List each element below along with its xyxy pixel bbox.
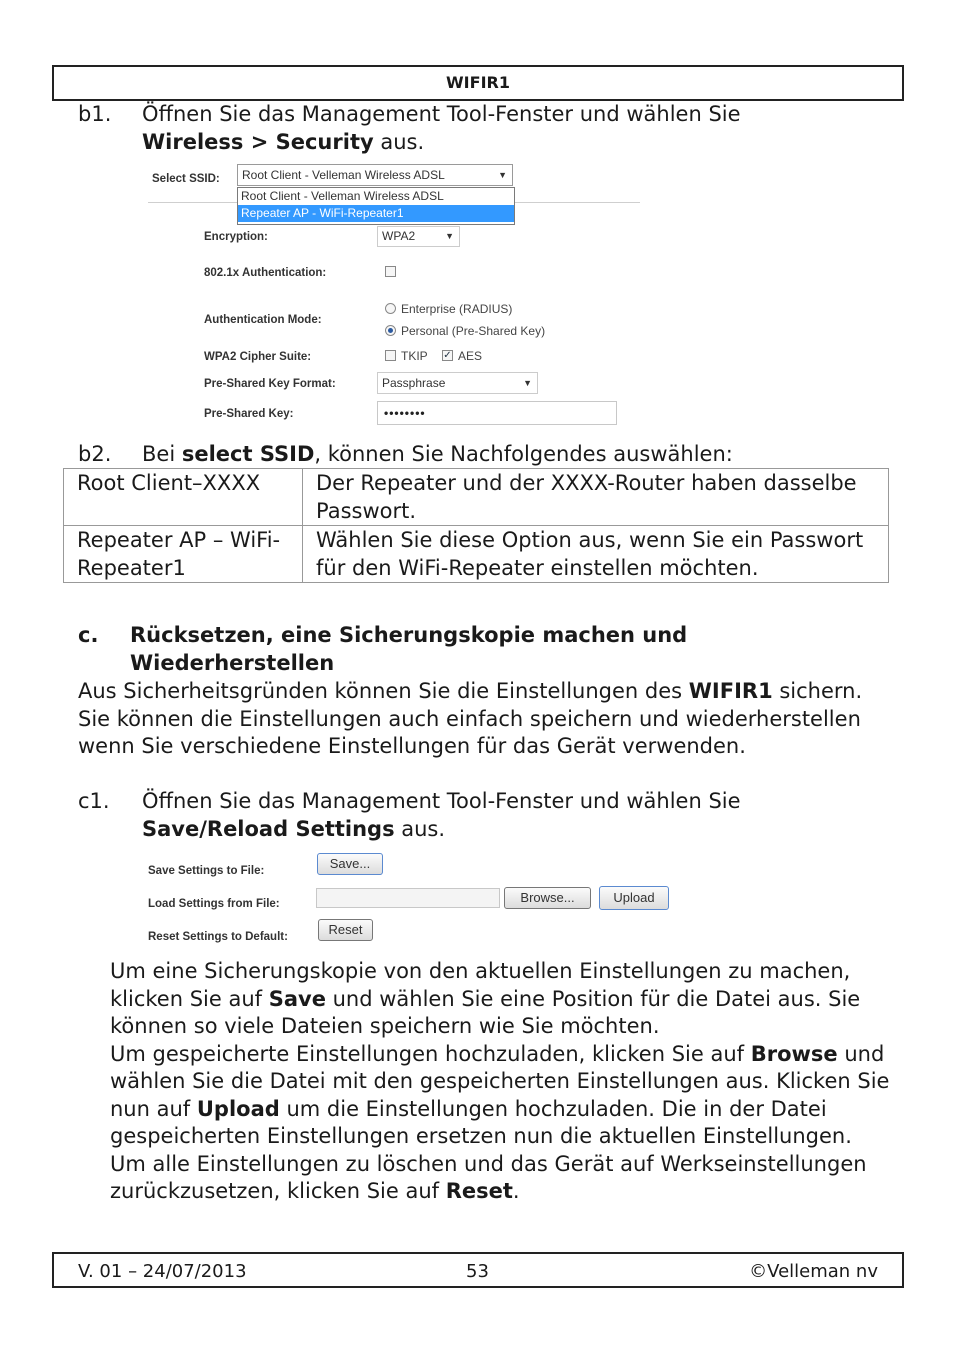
step-line: Öffnen Sie das Management Tool-Fenster und wählen Sie bbox=[142, 789, 741, 813]
file-path-input[interactable] bbox=[316, 888, 500, 908]
upload-button[interactable]: Upload bbox=[599, 886, 669, 910]
instruction-save bbox=[110, 958, 890, 1041]
security-settings-screenshot bbox=[148, 160, 648, 430]
chevron-down-icon: ▼ bbox=[445, 231, 454, 241]
menu-path: Save/Reload Settings bbox=[142, 816, 395, 841]
psk-format-label: Pre-Shared Key Format: bbox=[204, 378, 336, 390]
text-span: um die Einstellungen hochzuladen. Die in der Datei gespeicherten Einstellungen ersetzen nun die aktuellen Einstellungen. bbox=[110, 1096, 852, 1148]
table-cell-description: Wählen Sie diese Option aus, wenn Sie ein Passwort für den WiFi-Repeater einstellen möchten. bbox=[303, 526, 889, 583]
tkip-checkbox[interactable] bbox=[385, 350, 396, 361]
table-cell-description: Der Repeater und der XXXX-Router haben dasselbe Passwort. bbox=[303, 469, 889, 526]
page-header bbox=[52, 65, 904, 101]
text-span: Um alle Einstellungen zu löschen und das Gerät auf Werkseinstellungen zurückzusetzen, klicken Sie auf bbox=[110, 1151, 867, 1203]
save-button[interactable]: Save... bbox=[317, 853, 383, 875]
step-number: c1. bbox=[78, 789, 110, 813]
encryption-value: WPA2 bbox=[382, 229, 416, 243]
auth-8021x-checkbox[interactable] bbox=[385, 266, 396, 277]
footer-version: V. 01 – 24/07/2013 bbox=[78, 1261, 247, 1282]
product-name: WIFIR1 bbox=[688, 679, 773, 703]
aes-label: AES bbox=[458, 349, 483, 363]
chevron-down-icon: ▼ bbox=[523, 378, 532, 388]
enterprise-radio-label: Enterprise (RADIUS) bbox=[401, 302, 513, 316]
reset-button[interactable]: Reset bbox=[318, 919, 373, 941]
section-number: c. bbox=[78, 623, 99, 647]
aes-checkbox[interactable]: ✓ bbox=[443, 350, 452, 361]
step-text bbox=[142, 441, 733, 469]
personal-radio[interactable] bbox=[385, 325, 396, 336]
step-number: b2. bbox=[78, 442, 112, 466]
encryption-label: Encryption: bbox=[204, 231, 268, 243]
cipher-suite-label: WPA2 Cipher Suite: bbox=[204, 351, 312, 363]
step-rest: aus. bbox=[373, 129, 425, 154]
save-settings-label: Save Settings to File: bbox=[148, 865, 265, 877]
text-span: Um eine Sicherungskopie von den aktuellen Einstellungen zu machen, klicken Sie auf bbox=[110, 959, 851, 1011]
select-ssid-dropdown[interactable] bbox=[237, 164, 513, 186]
page-number: 53 bbox=[466, 1261, 489, 1282]
select-ssid-term: select SSID bbox=[181, 442, 315, 466]
select-ssid-value: Root Client - Velleman Wireless ADSL bbox=[242, 168, 445, 182]
reset-settings-label: Reset Settings to Default: bbox=[148, 931, 288, 943]
browse-button[interactable]: Browse... bbox=[504, 887, 591, 909]
encryption-select[interactable] bbox=[377, 226, 460, 247]
ssid-option-root-client[interactable]: Root Client - Velleman Wireless ADSL bbox=[241, 189, 444, 203]
browse-term: Browse bbox=[750, 1041, 838, 1066]
text-span: und wählen Sie eine Position für die Datei aus. Sie können so viele Dateien speichern wie Sie möchten. bbox=[110, 986, 861, 1038]
section-title: Rücksetzen, eine Sicherungskopie machen und Wiederherstellen bbox=[130, 623, 688, 675]
table-cell-option: Root Client–XXXX bbox=[64, 469, 303, 526]
tkip-label: TKIP bbox=[401, 349, 428, 363]
psk-label: Pre-Shared Key: bbox=[204, 408, 294, 420]
step-rest: aus. bbox=[394, 816, 446, 841]
intro-pre: Aus Sicherheitsgründen können Sie die Einstellungen des bbox=[78, 679, 689, 703]
step-number: b1. bbox=[78, 102, 112, 126]
text-span: und wählen Sie die Datei mit den gespeicherten Einstellungen aus. Klicken Sie nun auf bbox=[110, 1041, 890, 1121]
select-ssid-label: Select SSID: bbox=[152, 173, 220, 185]
save-reload-screenshot bbox=[146, 848, 686, 948]
table-row bbox=[64, 526, 889, 583]
psk-input[interactable]: •••••••• bbox=[377, 401, 617, 425]
footer-copyright: ©Velleman nv bbox=[749, 1261, 878, 1282]
intro-rest: sichern. Sie können die Einstellungen auch einfach speichern und wiederherstellen wenn Sie verschiedene Einstellungen für das Gerät verwenden. bbox=[78, 679, 863, 758]
step-line: Öffnen Sie das Management Tool-Fenster und wählen Sie bbox=[142, 102, 741, 126]
ssid-options-table bbox=[63, 468, 889, 583]
menu-path: Wireless > Security bbox=[142, 129, 374, 154]
auth-mode-label: Authentication Mode: bbox=[204, 314, 322, 326]
ssid-dropdown-list bbox=[237, 187, 515, 225]
instruction-upload bbox=[110, 1041, 890, 1151]
step-rest: , können Sie Nachfolgendes auswählen: bbox=[314, 442, 733, 466]
reset-term: Reset bbox=[445, 1179, 513, 1203]
text-span: . bbox=[512, 1179, 520, 1203]
step-pre: Bei bbox=[142, 442, 182, 466]
psk-format-select[interactable] bbox=[377, 372, 538, 394]
auth-8021x-label: 802.1x Authentication: bbox=[204, 267, 327, 279]
page-footer bbox=[52, 1252, 904, 1288]
upload-term: Upload bbox=[196, 1096, 280, 1121]
personal-radio-label: Personal (Pre-Shared Key) bbox=[401, 324, 546, 338]
table-cell-option: Repeater AP – WiFi-Repeater1 bbox=[64, 526, 303, 583]
table-row bbox=[64, 469, 889, 526]
load-settings-label: Load Settings from File: bbox=[148, 898, 280, 910]
header-title: WIFIR1 bbox=[446, 73, 510, 92]
enterprise-radio[interactable] bbox=[385, 303, 396, 314]
ssid-option-repeater-ap[interactable]: Repeater AP - WiFi-Repeater1 bbox=[238, 205, 514, 222]
save-term: Save bbox=[268, 986, 326, 1011]
instruction-reset bbox=[110, 1151, 890, 1206]
chevron-down-icon: ▼ bbox=[498, 170, 507, 180]
psk-format-value: Passphrase bbox=[382, 376, 446, 390]
intro-paragraph bbox=[78, 678, 878, 761]
text-span: Um gespeicherte Einstellungen hochzuladen, klicken Sie auf bbox=[110, 1041, 751, 1066]
instructions-paragraph bbox=[110, 958, 890, 1206]
step-text bbox=[142, 788, 741, 843]
step-text bbox=[142, 101, 741, 156]
